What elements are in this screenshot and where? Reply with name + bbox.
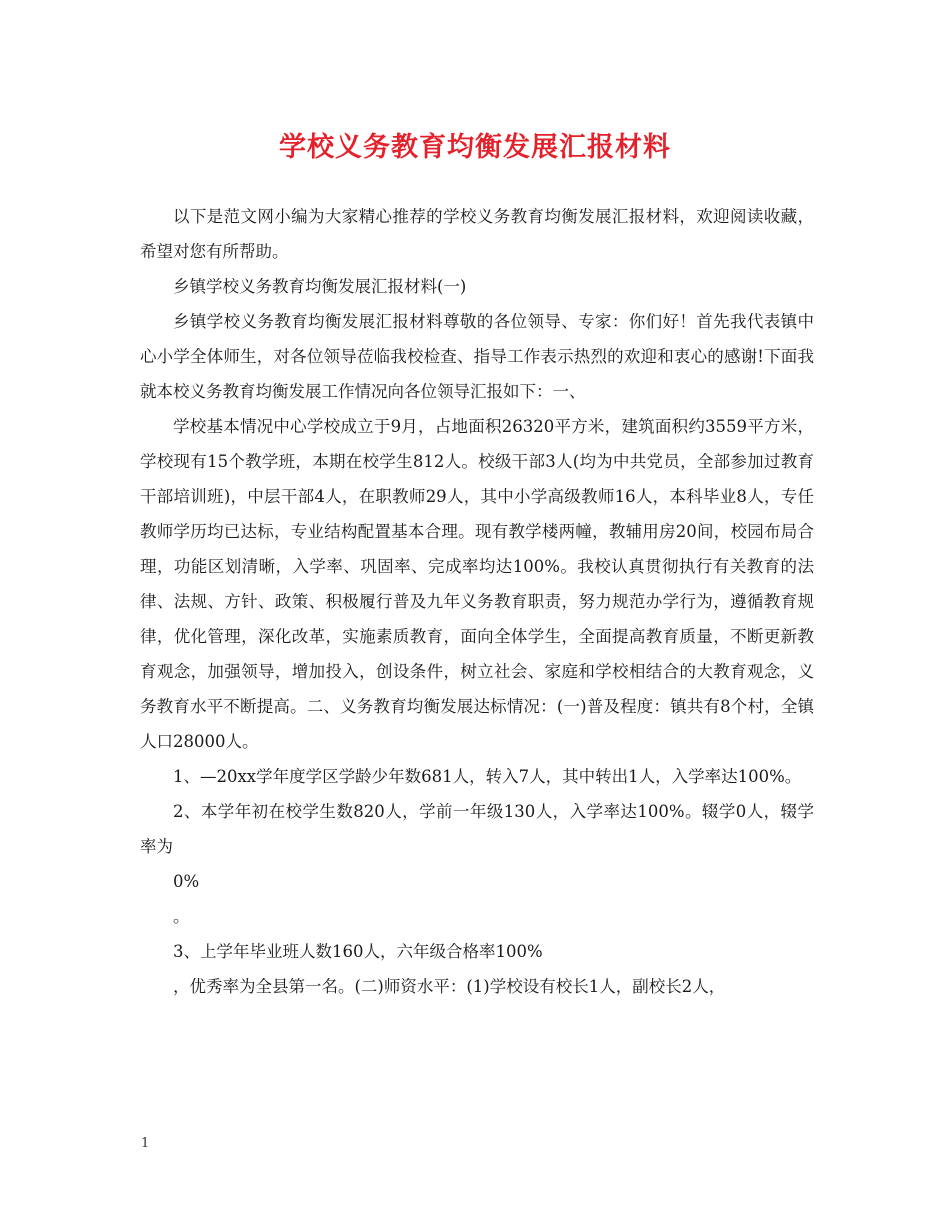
document-body [140, 199, 814, 1004]
paragraph-greeting: 乡镇学校义务教育均衡发展汇报材料尊敬的各位领导、专家：你们好！首先我代表镇中心小学全体师生，对各位领导莅临我校检查、指导工作表示热烈的欢迎和衷心的感谢!下面我就本校义务教育均衡发展工作情况向各位领导汇报如下：一、 [140, 312, 814, 401]
paragraph-teachers: ，优秀率为全县第一名。(二)师资水平：(1)学校设有校长1人，副校长2人， [173, 977, 726, 996]
paragraph-subtitle: 乡镇学校义务教育均衡发展汇报材料(一) [173, 277, 467, 296]
paragraph-item-3: 3、上学年毕业班人数160人，六年级合格率100% [173, 942, 543, 961]
paragraph-intro: 以下是范文网小编为大家精心推荐的学校义务教育均衡发展汇报材料，欢迎阅读收藏，希望对您有所帮助。 [140, 207, 814, 261]
paragraph-item-2: 2、本学年初在校学生数820人，学前一年级130人，入学率达100%。辍学0人，辍学率为 [140, 802, 814, 856]
paragraph-item-1: 1、—20xx学年度学区学龄少年数681人，转入7人，其中转出1人，入学率达100%。 [173, 767, 802, 786]
paragraph-period: 。 [173, 907, 190, 926]
paragraph-dropout-rate: 0% [173, 872, 200, 891]
paragraph-basic-info: 学校基本情况中心学校成立于9月，占地面积26320平方米，建筑面积约3559平方米，学校现有15个教学班，本期在校学生812人。校级干部3人(均为中共党员，全部参加过教育干部培训班)，中层干部4人，在职教师29人，其中小学高级教师16人，本科毕业8人，专任教师学历均已达标，专业结构配置基本合理。现有教学楼两幢，教辅用房20间，校园布局合理，功能区划清晰，入学率、巩固率、完成率均达100%。我校认真贯彻执行有关教育的法律、法规、方针、政策、积极履行普及九年义务教育职责，努力规范办学行为，遵循教育规律，优化管理，深化改革，实施素质教育，面向全体学生，全面提高教育质量，不断更新教育观念，加强领导，增加投入，创设条件，树立社会、家庭和学校相结合的大教育观念，义务教育水平不断提高。二、义务教育均衡发展达标情况：(一)普及程度：镇共有8个村，全镇人口28000人。 [140, 417, 814, 751]
page-number: 1 [141, 1136, 150, 1151]
document-title: 学校义务教育均衡发展汇报材料 [279, 132, 671, 163]
